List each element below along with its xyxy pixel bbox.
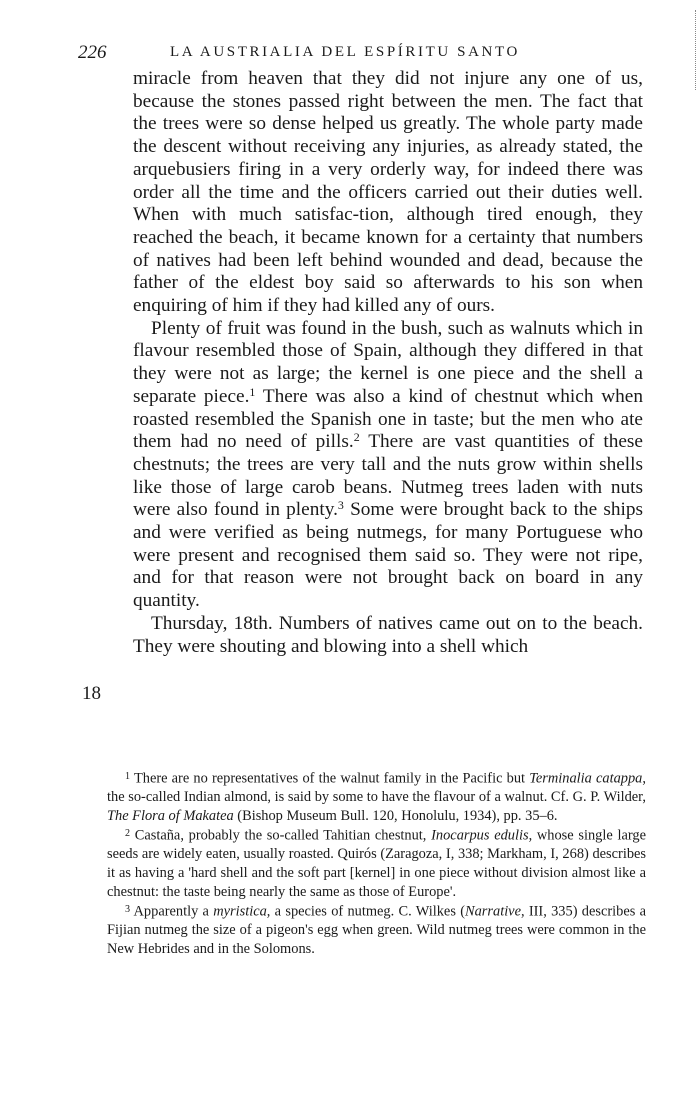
footnote-1 [107, 768, 646, 825]
paragraph-2-part-c: There are vast quantities of these chestnuts; the trees are very tall and the nuts grow within shells like those of large carob beans. Nutmeg trees laden with nuts were also found in plenty. [133, 431, 643, 521]
footnote-1-text-3: (Bishop Museum Bull. 120, Honolulu, 1934), pp. 35–6. [233, 807, 558, 824]
footnote-3-text-1: Apparently a [130, 903, 214, 920]
footnote-1-text-2: , the so-called Indian almond, is said by some to have the flavour of a walnut. Cf. G. P. Wilder, [107, 770, 646, 806]
footnote-ref-1: 1 [249, 384, 256, 399]
footnote-3 [107, 901, 646, 958]
paragraph-3: Thursday, 18th. Numbers of natives came out on to the beach. They were shouting and blowing into a shell which [133, 612, 643, 657]
paragraph-2-part-a: Plenty of fruit was found in the bush, such as walnuts which in flavour resembled those of Spain, although they differed in that they were not as large; the kernel is one piece and the shell a separate piece. [133, 317, 643, 407]
footnote-1-italic-1: Terminalia catappa [529, 770, 643, 787]
footnote-1-marker: 1 [125, 771, 131, 782]
footnote-1-italic-2: The Flora of Makatea [107, 807, 234, 824]
footnote-3-text-3: , III, 335) describes a Fijian nutmeg the size of a pigeon's egg when green. Wild nutmeg trees were common in the New Hebrides and in the Solomons. [107, 903, 646, 957]
paragraph-1: miracle from heaven that they did not injure any one of us, because the stones passed right between the men. The fact that the trees were so dense helped us greatly. The whole party made the descent without receiving any injuries, as already stated, the arquebusiers firing in a very orderly way, for indeed there was order all the time and the officers carried out their duties well. When with much satisfac-tion, although tired enough, they reached the beach, it became known for a certainty that numbers of natives had been left behind wounded and dead, because the father of the eldest boy said so afterwards to his son when enquiring of him if they had killed any of ours. [133, 68, 643, 317]
running-head: LA AUSTRIALIA DEL ESPÍRITU SANTO [170, 44, 520, 60]
footnote-3-italic-1: myristica [213, 903, 267, 920]
footnote-2-marker: 2 [125, 828, 131, 840]
footnote-2 [107, 825, 646, 901]
footnote-3-italic-2: Narrative [465, 903, 521, 920]
page-edge-mark [693, 10, 696, 90]
paragraph-2-part-b: There was also a kind of chestnut which when roasted resembled the Spanish one in taste; but the men who ate them had no need of pills. [133, 385, 643, 453]
paragraph-2-part-d: Some were brought back to the ships and were verified as being nutmegs, for many Portuguese who were present and recognised them said so. They were not ripe, and for that reason were not brought back on board in any quantity. [133, 499, 644, 612]
footnotes [107, 768, 646, 958]
footnote-2-text-1: Castaña, probably the so-called Tahitian chestnut, [130, 827, 432, 844]
page-number: 226 [78, 42, 107, 63]
footnote-2-text-2: , whose single large seeds are widely eaten, usually roasted. Quirós (Zaragoza, I, 338; Markham, I, 268) describes it as having a 'hard shell and the soft part [kernel] in one piece without division almost like a chestnut: the taste being nearly the same as those of Europe'. [107, 827, 646, 900]
footnote-1-text-1: There are no representatives of the walnut family in the Pacific but [130, 770, 530, 787]
footnote-ref-2: 2 [353, 430, 360, 445]
body-text [133, 68, 643, 658]
paragraph-2 [133, 318, 643, 613]
footnote-2-italic-1: Inocarpus edulis [431, 827, 529, 844]
footnote-3-text-2: , a species of nutmeg. C. Wilkes ( [266, 903, 465, 920]
margin-date: 18 [82, 683, 101, 704]
footnote-3-marker: 3 [125, 904, 131, 916]
footnote-ref-3: 3 [337, 498, 344, 513]
